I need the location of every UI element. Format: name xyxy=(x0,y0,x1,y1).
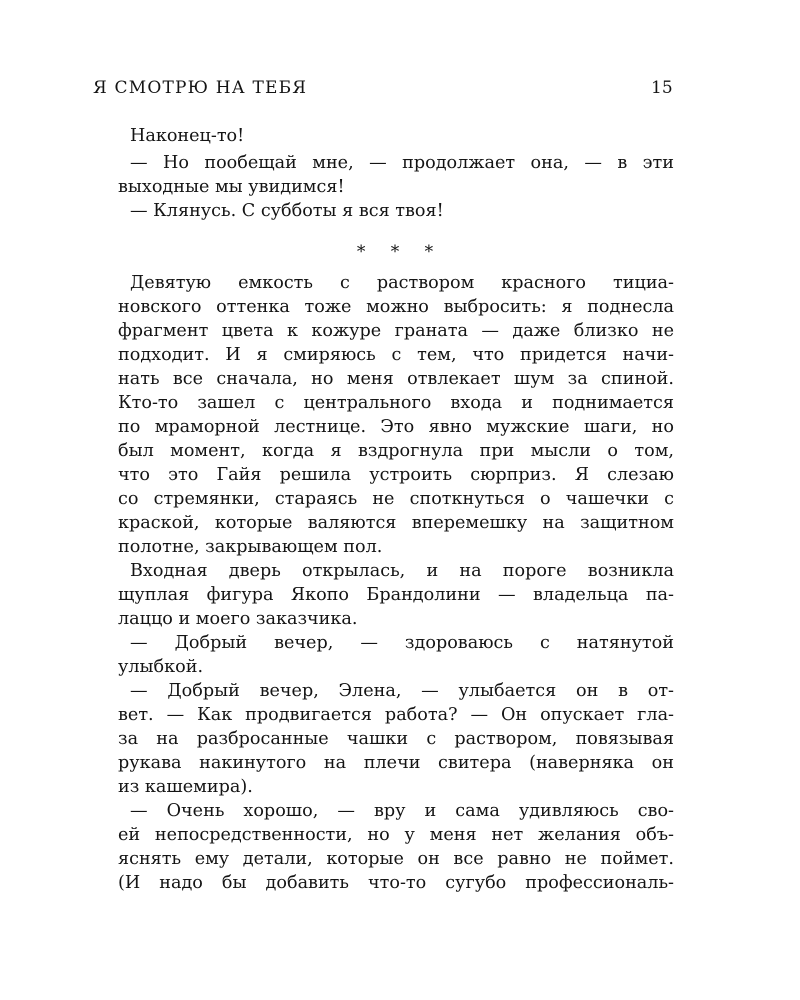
text-line: подходит. И я смиряюсь с тем, что придется начи- xyxy=(118,345,674,365)
section-separator: * * * xyxy=(356,242,444,262)
text-line: выходные мы увидимся! xyxy=(118,177,345,197)
text-line: яснять ему детали, которые он все равно не поймет. xyxy=(118,849,674,869)
text-line: нать все сначала, но меня отвлекает шум за спиной. xyxy=(118,369,674,389)
text-line: по мраморной лестнице. Это явно мужские шаги, но xyxy=(118,417,674,437)
text-line: Кто-то зашел с центрального входа и поднимается xyxy=(118,393,674,413)
text-line: вет. — Как продвигается работа? — Он опускает гла- xyxy=(118,705,674,725)
text-line: за на разбросанные чашки с раствором, повязывая xyxy=(118,729,674,749)
text-line: что это Гайя решила устроить сюрприз. Я слезаю xyxy=(118,465,674,485)
text-line: Наконец-то! xyxy=(130,126,245,146)
text-line: новского оттенка тоже можно выбросить: я поднесла xyxy=(118,297,674,317)
text-line: полотне, закрывающем пол. xyxy=(118,537,383,557)
text-line: — Добрый вечер, — здороваюсь с натянутой xyxy=(130,633,674,653)
text-line: улыбкой. xyxy=(118,657,204,677)
text-line: рукава накинутого на плечи свитера (наверняка он xyxy=(118,753,674,773)
text-line: — Клянусь. С субботы я вся твоя! xyxy=(130,201,444,221)
text-line: — Добрый вечер, Элена, — улыбается он в от- xyxy=(130,681,674,701)
page-number: 15 xyxy=(651,78,673,98)
running-title: Я СМОТРЮ НА ТЕБЯ xyxy=(93,78,308,98)
text-line: был момент, когда я вздрогнула при мысли о том, xyxy=(118,441,674,461)
text-line: фрагмент цвета к кожуре граната — даже близко не xyxy=(118,321,674,341)
text-line: (И надо бы добавить что-то сугубо профессиональ- xyxy=(118,873,674,893)
text-line: лаццо и моего заказчика. xyxy=(118,609,358,629)
text-line: ей непосредственности, но у меня нет желания объ- xyxy=(118,825,674,845)
text-line: краской, которые валяются вперемешку на защитном xyxy=(118,513,674,533)
text-line: — Но пообещай мне, — продолжает она, — в эти xyxy=(130,153,674,173)
text-line: — Очень хорошо, — вру и сама удивляюсь сво- xyxy=(130,801,674,821)
text-line: Входная дверь открылась, и на пороге возникла xyxy=(130,561,674,581)
text-line: щуплая фигура Якопо Брандолини — владельца па- xyxy=(118,585,674,605)
text-line: из кашемира). xyxy=(118,777,253,797)
text-line: Девятую емкость с раствором красного тициа- xyxy=(130,273,674,293)
text-line: со стремянки, стараясь не споткнуться о чашечки с xyxy=(118,489,674,509)
